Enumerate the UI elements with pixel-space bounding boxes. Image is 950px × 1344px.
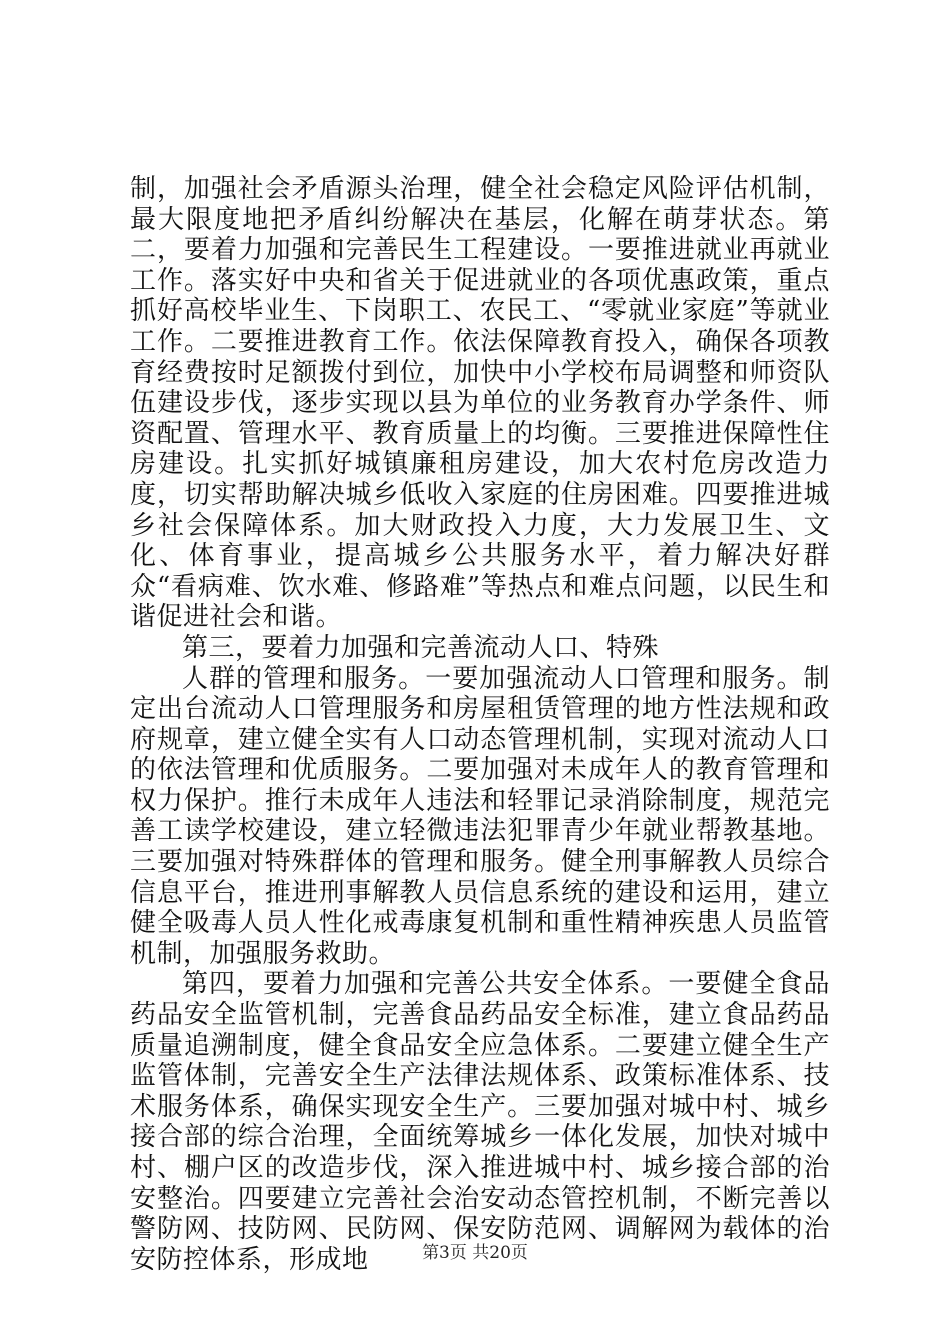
document-body bbox=[130, 174, 830, 1275]
paragraph-4: 第四，要着力加强和完善公共安全体系。一要健全食品药品安全监管机制，完善食品药品安全标准，建立食品药品质量追溯制度，健全食品安全应急体系。二要建立健全生产监管体制，完善安全生产法律法规体系、政策标准体系、技术服务体系，确保实现安全生产。三要加强对城中村、城乡接合部的综合治理，全面统筹城乡一体化发展，加快对城中村、棚户区的改造步伐，深入推进城中村、城乡接合部的治安整治。四要建立完善社会治安动态管控机制，不断完善以警防网、技防网、民防网、保安防范网、调解网为载体的治安防控体系，形成地 bbox=[130, 969, 830, 1275]
page-number: 第3页 共20页 bbox=[422, 1243, 528, 1263]
paragraph-1: 制，加强社会矛盾源头治理，健全社会稳定风险评估机制，最大限度地把矛盾纠纷解决在基层，化解在萌芽状态。第二，要着力加强和完善民生工程建设。一要推进就业再就业工作。落实好中央和省关于促进就业的各项优惠政策，重点抓好高校毕业生、下岗职工、农民工、“零就业家庭”等就业工作。二要推进教育工作。依法保障教育投入，确保各项教育经费按时足额拨付到位，加快中小学校布局调整和师资队伍建设步伐，逐步实现以县为单位的业务教育办学条件、师资配置、管理水平、教育质量上的均衡。三要推进保障性住房建设。扎实抓好城镇廉租房建设，加大农村危房改造力度，切实帮助解决城乡低收入家庭的住房困难。四要推进城乡社会保障体系。加大财政投入力度，大力发展卫生、文化、体育事业，提高城乡公共服务水平，着力解决好群众“看病难、饮水难、修路难”等热点和难点问题，以民生和谐促进社会和谐。 bbox=[130, 174, 830, 633]
page-footer bbox=[0, 1242, 950, 1264]
paragraph-3: 人群的管理和服务。一要加强流动人口管理和服务。制定出台流动人口管理服务和房屋租赁管理的地方性法规和政府规章，建立健全实有人口动态管理机制，实现对流动人口的依法管理和优质服务。二要加强对未成年人的教育管理和权力保护。推行未成年人违法和轻罪记录消除制度，规范完善工读学校建设，建立轻微违法犯罪青少年就业帮教基地。三要加强对特殊群体的管理和服务。健全刑事解教人员综合信息平台，推进刑事解教人员信息系统的建设和运用，建立健全吸毒人员人性化戒毒康复机制和重性精神疾患人员监管机制，加强服务救助。 bbox=[130, 663, 830, 969]
paragraph-2: 第三，要着力加强和完善流动人口、特殊 bbox=[182, 632, 660, 663]
